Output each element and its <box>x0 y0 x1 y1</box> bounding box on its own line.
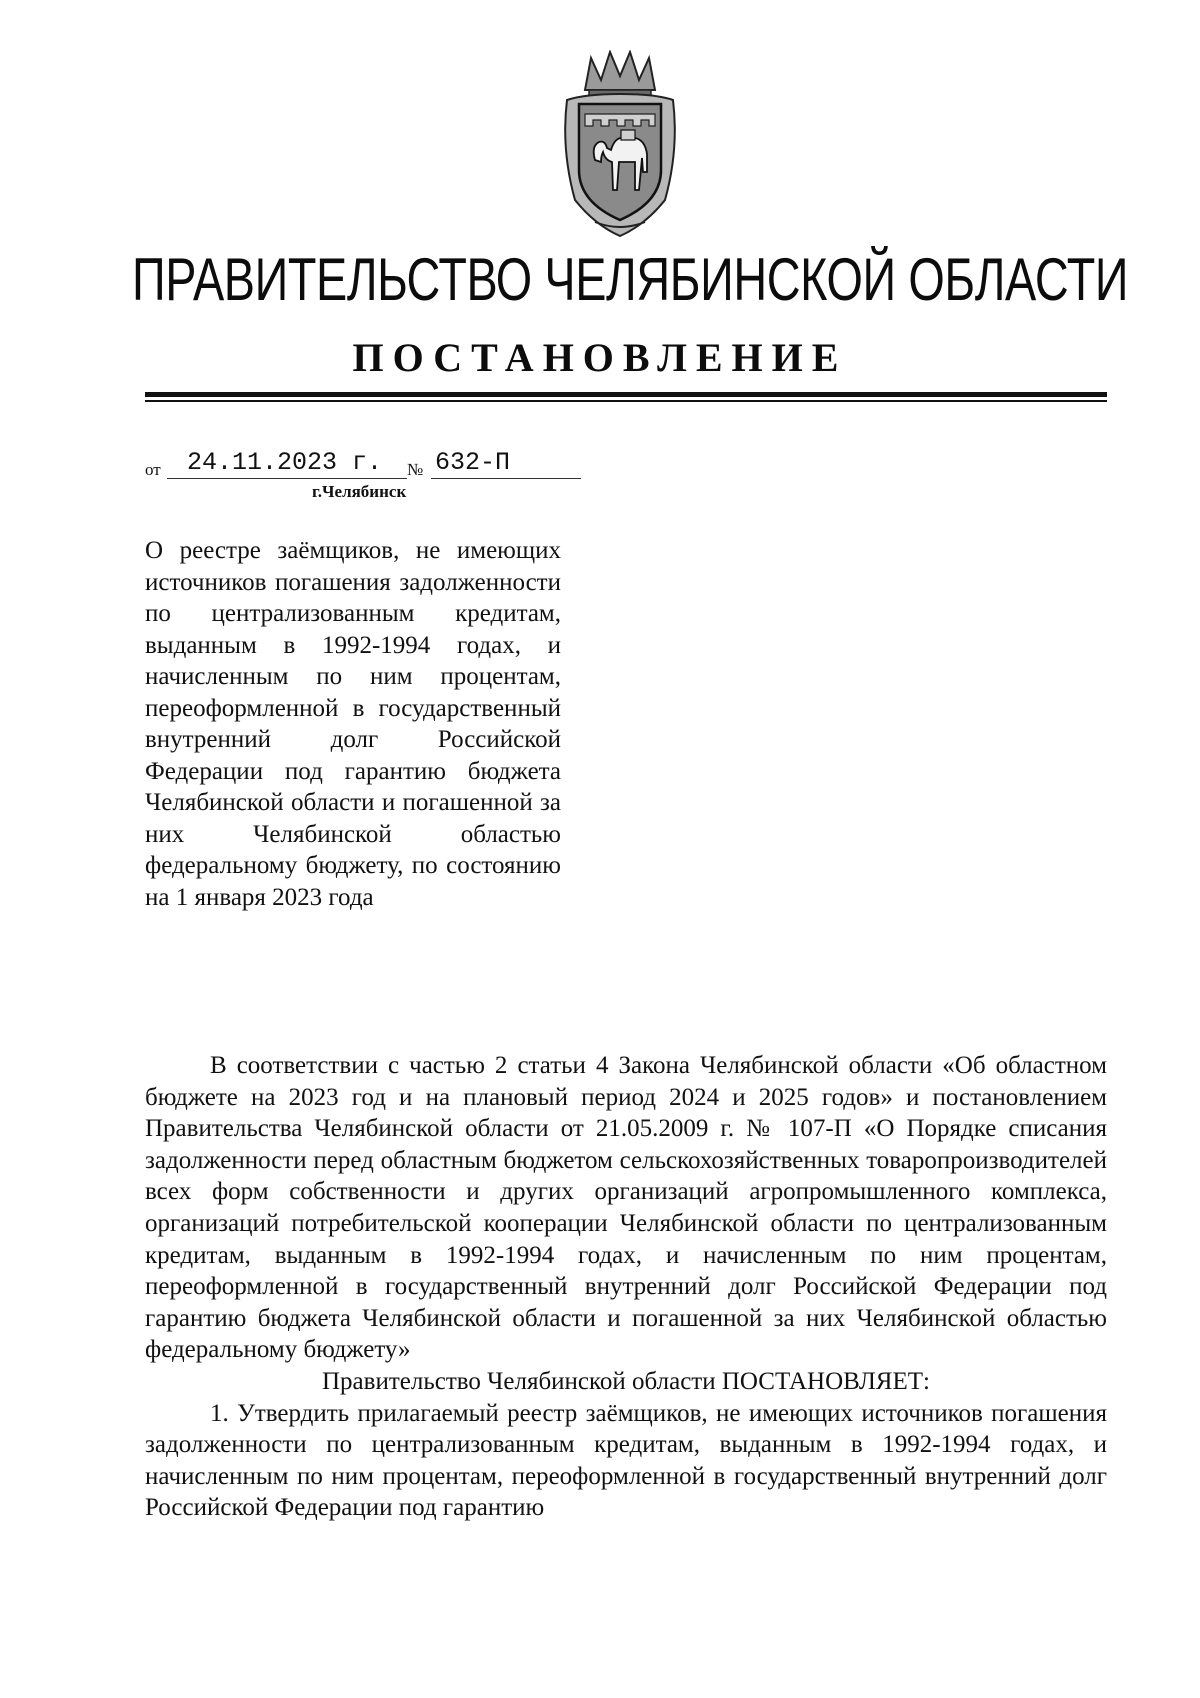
number-underline <box>431 478 581 479</box>
header-rule-thin <box>145 400 1107 402</box>
coat-of-arms-emblem <box>555 50 685 240</box>
issuing-city: г.Челябинск <box>312 482 407 501</box>
document-subject: О реестре заёмщиков, не имеющих источников погашения задолженности по централизованным кредитам, выданным в 1992-1994 годах, и начисленным по ним процентам, переоформленной в государственный внутренний долг Российской Федерации под гарантию бюджета Челябинской области и погашенной за них Челябинской областью федеральному бюджету, по состоянию на 1 января 2023 года <box>145 537 561 911</box>
document-number: 632-П <box>435 448 511 477</box>
number-prefix: № <box>407 460 424 479</box>
header-rule-thick <box>145 392 1107 397</box>
preamble-paragraph: В соответствии с частью 2 статьи 4 Закона Челябинской области «Об областном бюджете на 2023 год и на плановый период 2024 и 2025 годов» и постановлением Правительства Челябинской области от 21.05.2009 г. № 107-П «О Порядке списания задолженности перед областным бюджетом сельскохозяйственных товаропроизводителей всех форм собственности и других организаций агропромышленного комплекса, организаций потребительской кооперации Челябинской области по централизованным кредитам, выданным в 1992-1994 годах, и начисленным по ним процентам, переоформленной в государственный внутренний долг Российской Федерации под гарантию бюджета Челябинской области и погашенной за них Челябинской областью федеральному бюджету» <box>145 1052 1107 1364</box>
document-type-heading: ПОСТАНОВЛЕНИЕ <box>352 335 848 380</box>
document-meta-row <box>145 448 585 482</box>
government-title: ПРАВИТЕЛЬСТВО ЧЕЛЯБИНСКОЙ ОБЛАСТИ <box>132 246 1129 313</box>
clause-1-paragraph: 1. Утвердить прилагаемый реестр заёмщиков, не имеющих источников погашения задолженности по централизованным кредитам, выданным в 1992-1994 годах, и начисленным по ним процентам, переоформленной в государственный внутренний долг Российской Федерации под гарантию <box>145 1399 1107 1522</box>
date-underline <box>167 478 407 479</box>
document-date: 24.11.2023 г. <box>187 448 383 477</box>
date-prefix: от <box>145 460 161 479</box>
resolution-line: Правительство Челябинской области ПОСТАНОВЛЯЕТ: <box>322 1367 930 1395</box>
document-body <box>145 1050 1107 1524</box>
